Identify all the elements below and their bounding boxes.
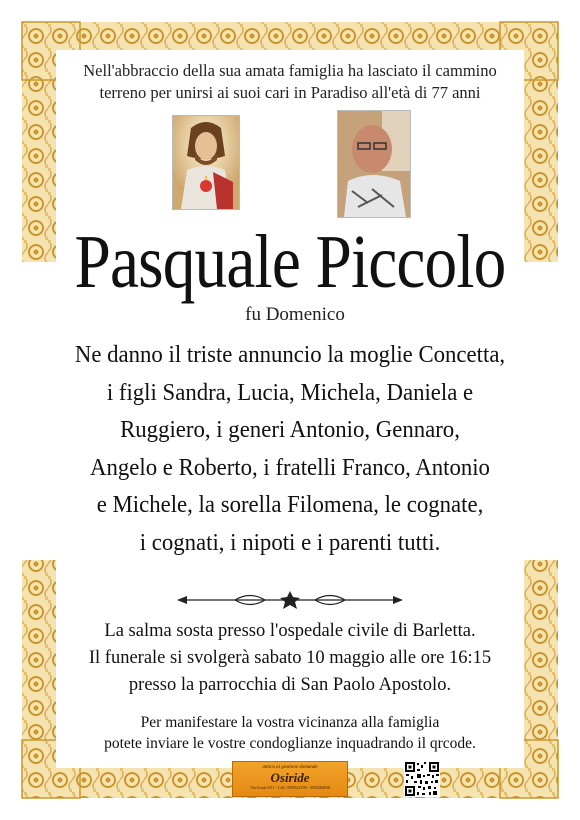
logo-tagline: antica ai gestione domande xyxy=(262,765,318,770)
qr-code-icon[interactable] xyxy=(404,761,440,797)
intro-line: terreno per unirsi ai suoi cari in Paradiso all'età di 77 anni xyxy=(99,83,481,102)
father-name: fu Domenico xyxy=(245,304,345,325)
condolence-line: potete inviare le vostre condoglianze inquadrando il qrcode. xyxy=(104,735,476,752)
logo-contact: Via Grado 6/11 - Cell. 3939522190 - 3939284938 xyxy=(250,785,330,790)
announcement-text xyxy=(30,336,550,561)
condolence-info xyxy=(40,712,540,754)
funeral-line: presso la parrocchia di San Paolo Apostolo. xyxy=(128,675,452,695)
announcement-line: Ne danno il triste annuncio la moglie Concetta, xyxy=(74,341,506,368)
funeral-line: La salma sosta presso l'ospedale civile di Barletta. xyxy=(104,621,476,641)
announcement-line: e Michele, la sorella Filomena, le cognate, xyxy=(96,491,484,518)
announcement-line: Ruggiero, i generi Antonio, Gennaro, xyxy=(120,416,460,443)
funeral-line: Il funerale si svolgerà sabato 10 maggio alle ore 16:15 xyxy=(88,648,492,668)
announcement-line: i figli Sandra, Lucia, Michela, Daniela e xyxy=(106,378,474,406)
condolence-line: Per manifestare la vostra vicinanza alla famiglia xyxy=(140,714,440,731)
intro-text xyxy=(40,60,540,104)
deceased-photo xyxy=(337,110,411,218)
announcement-line: Angelo e Roberto, i fratelli Franco, Antonio xyxy=(90,453,490,481)
flourish-divider-icon xyxy=(175,589,405,611)
deceased-name: Pasquale Piccolo xyxy=(74,220,506,304)
sacred-heart-image xyxy=(172,115,240,210)
intro-line: Nell'abbraccio della sua amata famiglia ha lasciato il cammino xyxy=(83,61,497,80)
funeral-home-logo xyxy=(232,761,348,797)
logo-name: Osiride xyxy=(270,770,310,785)
announcement-line: i cognati, i nipoti e i parenti tutti. xyxy=(139,528,441,556)
funeral-info xyxy=(40,618,540,699)
